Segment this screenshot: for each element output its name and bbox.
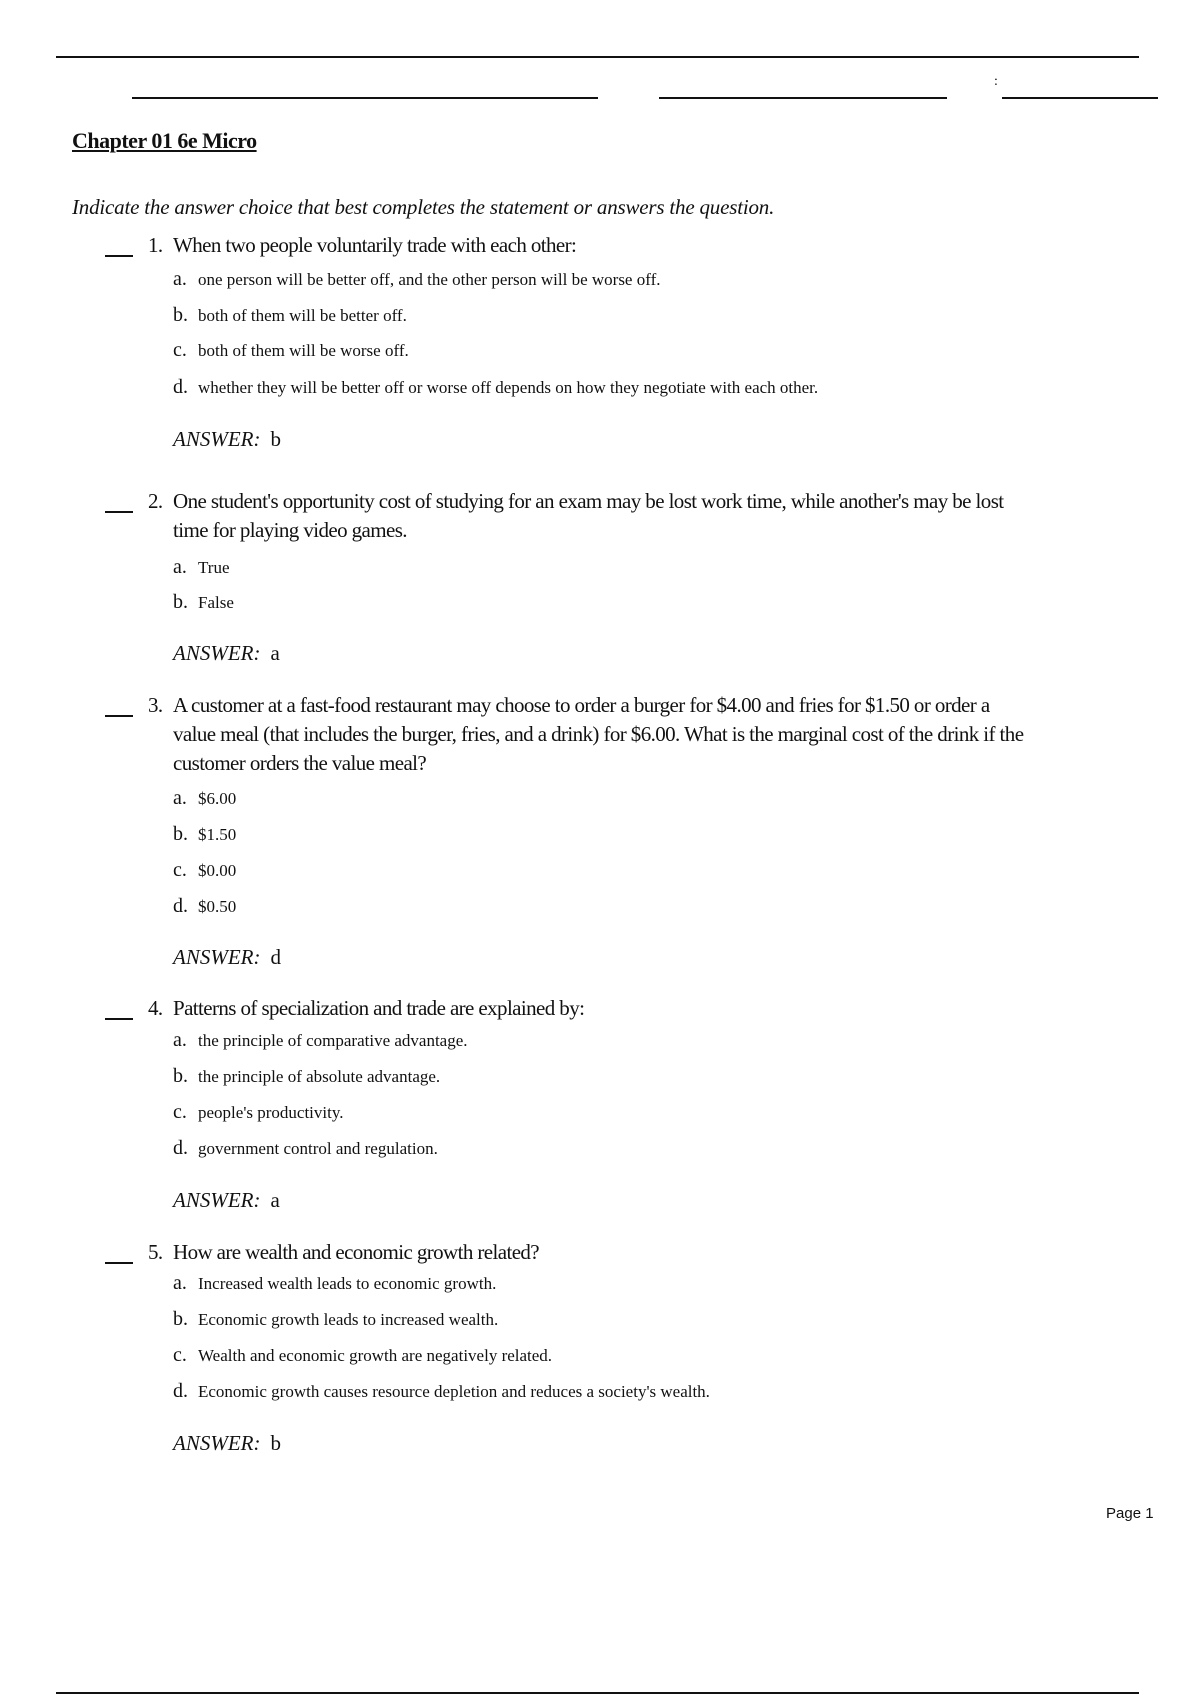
question-text: Patterns of specialization and trade are explained by: bbox=[173, 996, 585, 1020]
choice-letter: a. bbox=[173, 1029, 187, 1051]
choice-text: the principle of absolute advantage. bbox=[198, 1067, 441, 1086]
answer-blank[interactable] bbox=[105, 511, 133, 513]
choice-letter: a. bbox=[173, 268, 187, 290]
answer-choice bbox=[173, 1308, 498, 1331]
answer-choice bbox=[173, 787, 236, 810]
answer-choice bbox=[173, 556, 230, 579]
answer-choice bbox=[173, 1344, 552, 1367]
question-number: 3. bbox=[148, 693, 163, 717]
choice-text: Economic growth causes resource depletion and reduces a society's wealth. bbox=[198, 1382, 710, 1401]
choice-letter: b. bbox=[173, 591, 188, 613]
answer-value: a bbox=[270, 641, 280, 665]
choice-letter: c. bbox=[173, 859, 187, 881]
choice-letter: b. bbox=[173, 1065, 188, 1087]
answer-choice bbox=[173, 859, 236, 882]
bottom-rule bbox=[56, 1692, 1139, 1694]
answer-choice bbox=[173, 1380, 710, 1403]
answer-choice bbox=[173, 591, 234, 614]
choice-letter: d. bbox=[173, 895, 188, 917]
choice-letter: d. bbox=[173, 1137, 188, 1159]
choice-letter: a. bbox=[173, 1272, 187, 1294]
answer-label: ANSWER: bbox=[173, 641, 261, 665]
choice-letter: c. bbox=[173, 1101, 187, 1123]
answer-label: ANSWER: bbox=[173, 427, 261, 451]
answer-choice bbox=[173, 895, 236, 918]
choice-letter: b. bbox=[173, 823, 188, 845]
answer-choice bbox=[173, 1137, 438, 1160]
question-number: 4. bbox=[148, 996, 163, 1020]
answer-choice bbox=[173, 1101, 344, 1124]
date-field-line[interactable] bbox=[1002, 97, 1158, 99]
choice-text: Wealth and economic growth are negatively related. bbox=[198, 1346, 553, 1365]
answer-label: ANSWER: bbox=[173, 1431, 261, 1455]
choice-text: the principle of comparative advantage. bbox=[198, 1031, 468, 1050]
page-number: Page 1 bbox=[1106, 1505, 1154, 1522]
answer-value: b bbox=[270, 427, 281, 451]
choice-text: False bbox=[198, 593, 234, 612]
choice-letter: d. bbox=[173, 1380, 188, 1402]
answer-value: d bbox=[270, 945, 281, 969]
choice-text: government control and regulation. bbox=[198, 1139, 438, 1158]
question-text: customer orders the value meal? bbox=[173, 751, 427, 775]
choice-text: Economic growth leads to increased wealth. bbox=[198, 1310, 499, 1329]
choice-text: $1.50 bbox=[198, 825, 237, 844]
answer-line bbox=[173, 1188, 280, 1213]
question-text: time for playing video games. bbox=[173, 518, 407, 542]
answer-line bbox=[173, 641, 280, 666]
choice-letter: d. bbox=[173, 376, 188, 398]
answer-choice bbox=[173, 1029, 468, 1052]
field-colon: : bbox=[994, 74, 998, 89]
choice-text: $0.00 bbox=[198, 861, 237, 880]
answer-choice bbox=[173, 1065, 440, 1088]
question-text: A customer at a fast-food restaurant may choose to order a burger for $4.00 and fries for $1.50 or order a bbox=[173, 693, 990, 717]
choice-text: Increased wealth leads to economic growth. bbox=[198, 1274, 497, 1293]
answer-line bbox=[173, 1431, 281, 1456]
choice-letter: b. bbox=[173, 1308, 188, 1330]
answer-value: a bbox=[270, 1188, 280, 1212]
choice-text: people's productivity. bbox=[198, 1103, 344, 1122]
question-number: 1. bbox=[148, 233, 163, 257]
choice-text: True bbox=[198, 558, 230, 577]
answer-blank[interactable] bbox=[105, 1018, 133, 1020]
answer-line bbox=[173, 427, 281, 452]
question-text: One student's opportunity cost of studying for an exam may be lost work time, while another's may be lost bbox=[173, 489, 1004, 513]
answer-blank[interactable] bbox=[105, 255, 133, 257]
question-text: How are wealth and economic growth related? bbox=[173, 1240, 540, 1264]
answer-choice bbox=[173, 823, 236, 846]
answer-label: ANSWER: bbox=[173, 945, 261, 969]
choice-text: one person will be better off, and the other person will be worse off. bbox=[198, 270, 661, 289]
answer-value: b bbox=[270, 1431, 281, 1455]
answer-blank[interactable] bbox=[105, 715, 133, 717]
answer-choice bbox=[173, 304, 407, 327]
answer-label: ANSWER: bbox=[173, 1188, 261, 1212]
choice-letter: a. bbox=[173, 556, 187, 578]
answer-line bbox=[173, 945, 281, 970]
question-text: value meal (that includes the burger, fries, and a drink) for $6.00. What is the marginal cost of the drink if the bbox=[173, 722, 1024, 746]
answer-choice bbox=[173, 268, 661, 291]
choice-text: both of them will be better off. bbox=[198, 306, 407, 325]
choice-letter: b. bbox=[173, 304, 188, 326]
page-title: Chapter 01 6e Micro bbox=[72, 128, 257, 153]
name-field-line[interactable] bbox=[132, 97, 598, 99]
choice-letter: c. bbox=[173, 1344, 187, 1366]
answer-choice bbox=[173, 376, 818, 399]
question-number: 2. bbox=[148, 489, 163, 513]
choice-letter: a. bbox=[173, 787, 187, 809]
answer-choice bbox=[173, 339, 409, 362]
choice-text: $0.50 bbox=[198, 897, 237, 916]
top-rule bbox=[56, 56, 1139, 58]
answer-blank[interactable] bbox=[105, 1262, 133, 1264]
class-field-line[interactable] bbox=[659, 97, 947, 99]
question-number: 5. bbox=[148, 1240, 163, 1264]
choice-text: $6.00 bbox=[198, 789, 237, 808]
answer-choice bbox=[173, 1272, 496, 1295]
question-text: When two people voluntarily trade with each other: bbox=[173, 233, 577, 257]
instructions: Indicate the answer choice that best completes the statement or answers the question. bbox=[72, 195, 775, 219]
choice-letter: c. bbox=[173, 339, 187, 361]
choice-text: both of them will be worse off. bbox=[198, 341, 409, 360]
choice-text: whether they will be better off or worse off depends on how they negotiate with each other. bbox=[198, 378, 819, 397]
